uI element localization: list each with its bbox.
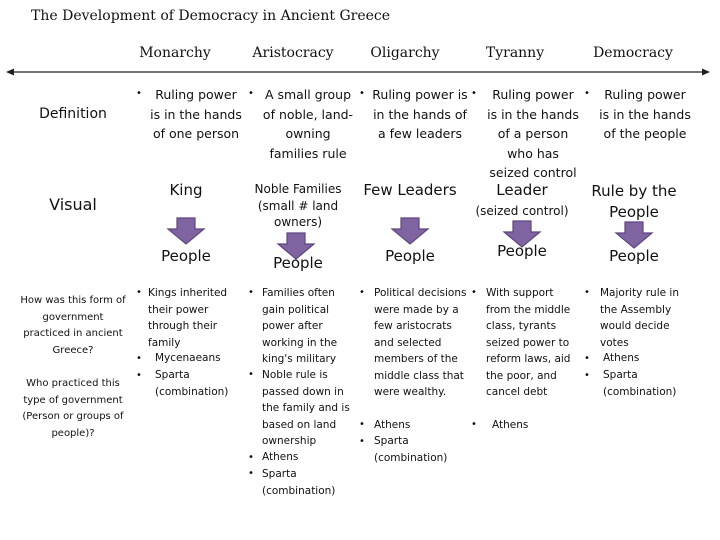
practice-democracy-3: Sparta (combination) bbox=[603, 369, 677, 398]
visual-bottom-democracy: People bbox=[609, 247, 659, 265]
definition-oligarchy: Ruling power is in the hands of a few leaders bbox=[372, 87, 468, 141]
visual-bottom-tyranny: People bbox=[497, 242, 547, 260]
visual-bottom-aristocracy: People bbox=[273, 254, 323, 272]
practice-aristocracy-2: Noble rule is passed down in the family and is based on land ownership bbox=[262, 369, 350, 447]
visual-top-oligarchy: Few Leaders bbox=[363, 181, 457, 199]
bullet-marker: • bbox=[136, 88, 142, 99]
visual-top-tyranny: Leader bbox=[496, 181, 548, 199]
practice-monarchy-1: Kings inherited their power through their family bbox=[148, 287, 228, 349]
bullet-marker: • bbox=[136, 370, 142, 381]
visual-sub-aristocracy: (small # land owners) bbox=[257, 199, 339, 229]
row-label-definition: Definition bbox=[39, 106, 107, 122]
bullet-marker: • bbox=[359, 419, 365, 430]
practice-tyranny-1: With support from the middle class, tyrants seized power to reform laws, aid the poor, and cancel debt bbox=[486, 287, 571, 398]
column-header-tyranny: Tyranny bbox=[485, 45, 545, 61]
bullet-marker: • bbox=[248, 468, 254, 479]
bullet-marker: • bbox=[584, 370, 590, 381]
column-header-oligarchy: Oligarchy bbox=[370, 45, 440, 61]
row-label-who: Who practiced this type of government (Person or groups of people)? bbox=[22, 378, 124, 439]
practice-aristocracy-3: Athens bbox=[262, 451, 299, 463]
visual-bottom-monarchy: People bbox=[161, 247, 211, 265]
down-arrow-icon bbox=[166, 217, 206, 245]
bullet-marker: • bbox=[248, 287, 254, 298]
visual-sub-tyranny: (seized control) bbox=[475, 204, 569, 218]
timeline-arrow bbox=[6, 68, 710, 76]
practice-monarchy-2: Mycenaeans bbox=[155, 352, 221, 364]
bullet-marker: • bbox=[359, 287, 365, 298]
practice-oligarchy-2: Athens bbox=[374, 419, 411, 431]
column-header-monarchy: Monarchy bbox=[139, 45, 211, 61]
bullet-marker: • bbox=[471, 88, 477, 99]
definition-aristocracy: A small group of noble, land-owning families rule bbox=[262, 87, 354, 161]
bullet-marker: • bbox=[584, 287, 590, 298]
practice-aristocracy-1: Families often gain political power after working in the king's military bbox=[262, 287, 338, 365]
bullet-marker: • bbox=[248, 452, 254, 463]
bullet-marker: • bbox=[248, 88, 254, 99]
column-header-democracy: Democracy bbox=[593, 45, 673, 61]
down-arrow-icon bbox=[614, 221, 654, 249]
bullet-marker: • bbox=[584, 88, 590, 99]
bullet-marker: • bbox=[359, 88, 365, 99]
bullet-marker: • bbox=[136, 353, 142, 364]
definition-democracy: Ruling power is in the hands of the people bbox=[599, 87, 691, 141]
practice-aristocracy-4: Sparta (combination) bbox=[262, 468, 336, 497]
bullet-marker: • bbox=[136, 287, 142, 298]
definition-monarchy: Ruling power is in the hands of one person bbox=[150, 87, 242, 141]
visual-top-aristocracy: Noble Families bbox=[254, 182, 342, 196]
practice-oligarchy-1: Political decisions were made by a few aristocrats and selected members of the middle class that were wealthy. bbox=[374, 287, 467, 398]
down-arrow-icon bbox=[390, 217, 430, 245]
visual-top-monarchy: King bbox=[169, 181, 203, 199]
bullet-marker: • bbox=[248, 369, 254, 380]
visual-top-democracy: Rule by the People bbox=[591, 182, 677, 221]
definition-tyranny: Ruling power is in the hands of a person who has seized control bbox=[487, 87, 579, 180]
bullet-marker: • bbox=[471, 287, 477, 298]
column-header-aristocracy: Aristocracy bbox=[252, 45, 334, 61]
practice-oligarchy-3: Sparta (combination) bbox=[374, 435, 448, 464]
row-label-visual: Visual bbox=[49, 195, 97, 214]
bullet-marker: • bbox=[471, 419, 477, 430]
bullet-marker: • bbox=[584, 353, 590, 364]
bullet-marker: • bbox=[359, 436, 365, 447]
practice-democracy-1: Majority rule in the Assembly would decide votes bbox=[600, 287, 679, 349]
practice-tyranny-2: Athens bbox=[492, 419, 529, 431]
page-title: The Development of Democracy in Ancient Greece bbox=[31, 8, 391, 24]
row-label-practiced: How was this form of government practiced in ancient Greece? bbox=[20, 295, 126, 356]
visual-bottom-oligarchy: People bbox=[385, 247, 435, 265]
practice-monarchy-3: Sparta (combination) bbox=[155, 369, 229, 398]
practice-democracy-2: Athens bbox=[603, 352, 640, 364]
